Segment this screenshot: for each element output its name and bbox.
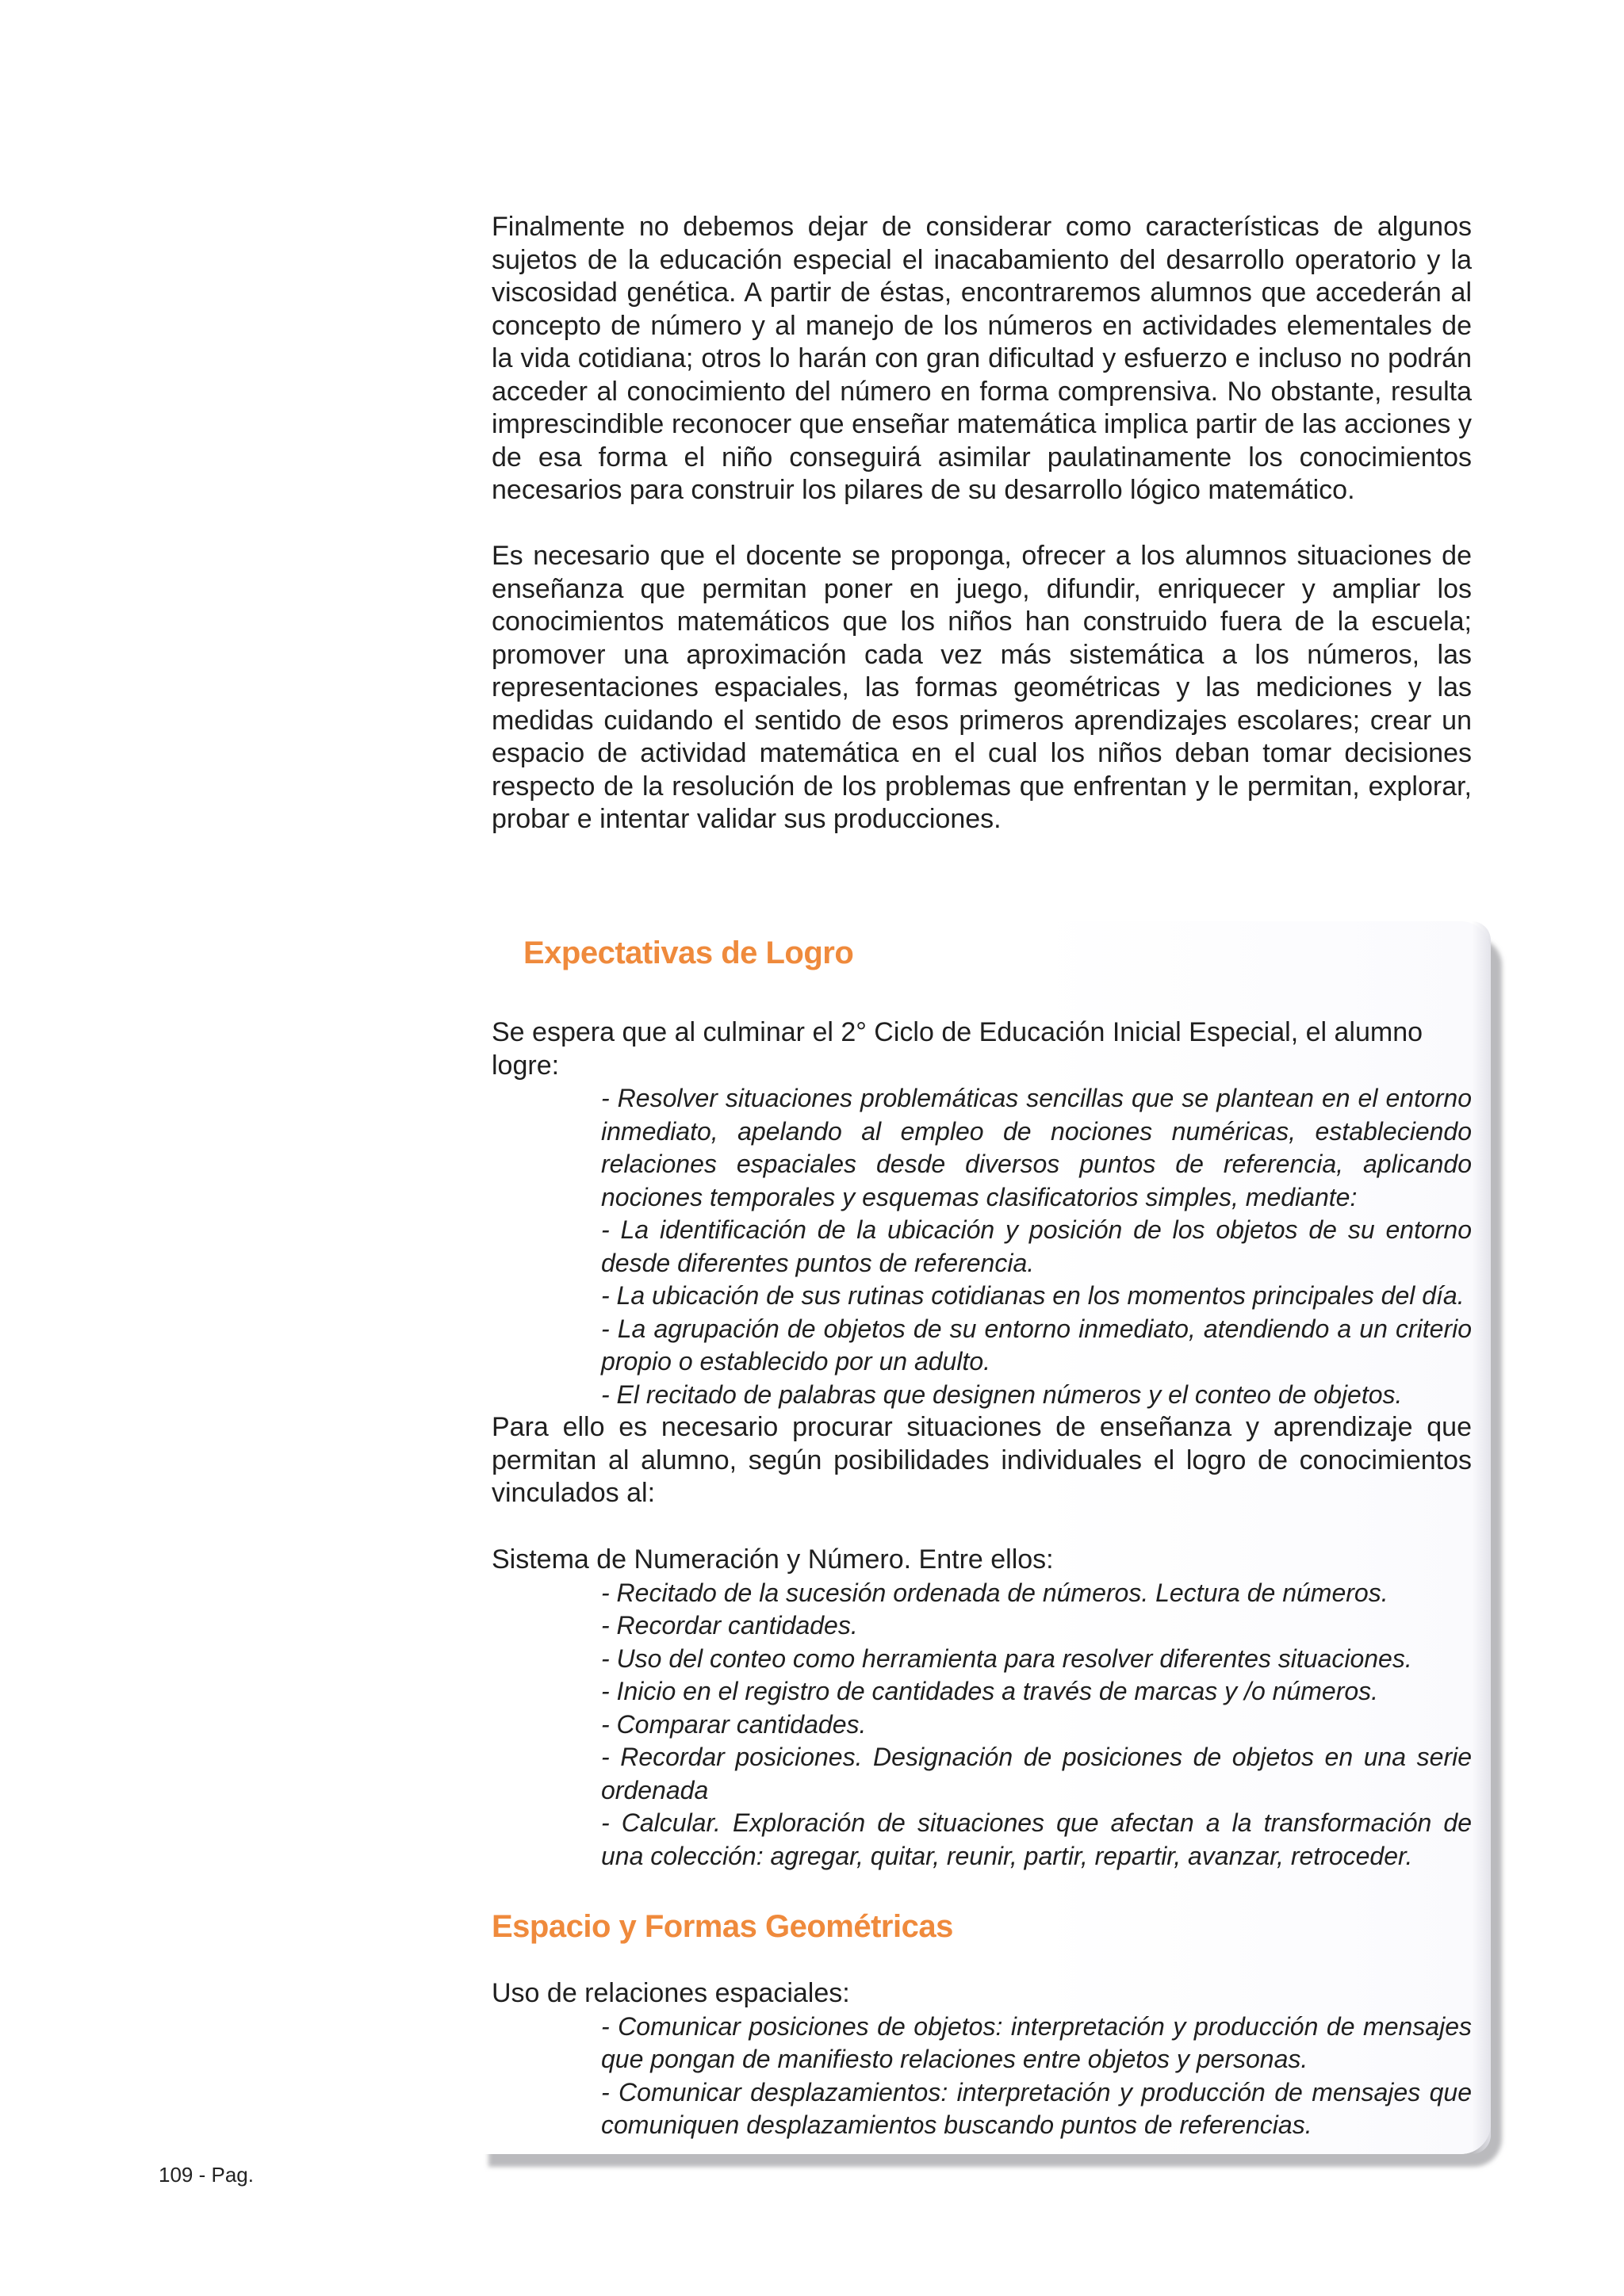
list-item: - La agrupación de objetos de su entorno inmediato, atendiendo a un criterio propio o establecido por un adulto.	[601, 1314, 1472, 1376]
espacio-block	[492, 1977, 1472, 2142]
espacio-lead: Uso de relaciones espaciales:	[492, 1978, 850, 2008]
para-ello-paragraph: Para ello es necesario procurar situaciones de enseñanza y aprendizaje que permitan al alumno, según posibilidades individuales el logro de conocimientos vinculados al:	[492, 1412, 1472, 1508]
list-item: - Inicio en el registro de cantidades a través de marcas y /o números.	[601, 1677, 1379, 1705]
list-item: - Comparar cantidades.	[601, 1709, 867, 1739]
list-item: - Recordar cantidades.	[601, 1611, 858, 1640]
list-item: - Recordar posiciones. Designación de posiciones de objetos en una serie ordenada	[601, 1743, 1472, 1804]
para-ello-block	[492, 1411, 1472, 1510]
section-heading-espacio: Espacio y Formas Geométricas	[492, 1909, 953, 1944]
numeracion-lead: Sistema de Numeración y Número. Entre ellos:	[492, 1544, 1054, 1575]
list-item: - Uso del conteo como herramienta para resolver diferentes situaciones.	[601, 1644, 1412, 1673]
list-item: - La identificación de la ubicación y posición de los objetos de su entorno desde diferentes puntos de referencia.	[601, 1215, 1472, 1277]
list-item: - Calcular. Exploración de situaciones que afectan a la transformación de una colección: agregar, quitar, reunir, partir, repartir, avanzar, retroceder.	[601, 1808, 1472, 1870]
numeracion-block	[492, 1544, 1472, 1873]
numeracion-list	[492, 1577, 1472, 1873]
list-item: - El recitado de palabras que designen números y el conteo de objetos.	[601, 1380, 1403, 1409]
expectativas-block	[492, 1016, 1472, 1411]
list-item: - Comunicar desplazamientos: interpretación y producción de mensajes que comuniquen desplazamientos buscando puntos de referencias.	[601, 2077, 1472, 2139]
section-heading-expectativas: Expectativas de Logro	[523, 936, 854, 970]
list-item: - Resolver situaciones problemáticas sencillas que se plantean en el entorno inmediato, apelando al empleo de nociones numéricas, estableciendo relaciones espaciales desde diversos puntos de referencia, aplicando nociones temporales y esquemas clasificatorios simples, mediante:	[601, 1084, 1472, 1211]
intro-paragraph: Finalmente no debemos dejar de considerar como características de algunos sujetos de la educación especial el inacabamiento del desarrollo operatorio y la viscosidad genética. A partir de éstas, encontraremos alumnos que accederán al concepto de número y al manejo de los números en actividades elementales de la vida cotidiana; otros lo harán con gran dificultad y esfuerzo e incluso no podrán acceder al conocimiento del número en forma comprensiva. No obstante, resulta imprescindible reconocer que enseñar matemática implica partir de las acciones y de esa forma el niño conseguirá asimilar paulatinamente los conocimientos necesarios para construir los pilares de su desarrollo lógico matemático.	[492, 212, 1472, 505]
page-number: 109 - Pag.	[159, 2163, 254, 2187]
list-item: - Comunicar posiciones de objetos: interpretación y producción de mensajes que pongan de manifiesto relaciones entre objetos y personas.	[601, 2011, 1472, 2073]
espacio-list	[492, 2011, 1472, 2142]
expectativas-lead: Se espera que al culminar el 2° Ciclo de Educación Inicial Especial, el alumno logre:	[492, 1017, 1423, 1081]
expectativas-list	[492, 1082, 1472, 1411]
intro-section	[492, 211, 1472, 836]
list-item: - Recitado de la sucesión ordenada de números. Lectura de números.	[601, 1578, 1388, 1607]
intro-paragraph: Es necesario que el docente se proponga, ofrecer a los alumnos situaciones de enseñanza que permitan poner en juego, difundir, enriquecer y ampliar los conocimientos matemáticos que los niños han construido fuera de la escuela; promover una aproximación cada vez más sistemática a los números, las representaciones espaciales, las formas geométricas y las mediciones y las medidas cuidando el sentido de esos primeros aprendizajes escolares; crear un espacio de actividad matemática en el cual los niños deban tomar decisiones respecto de la resolución de los problemas que enfrentan y le permitan, explorar, probar e intentar validar sus producciones.	[492, 541, 1472, 834]
list-item: - La ubicación de sus rutinas cotidianas en los momentos principales del día.	[601, 1281, 1465, 1310]
